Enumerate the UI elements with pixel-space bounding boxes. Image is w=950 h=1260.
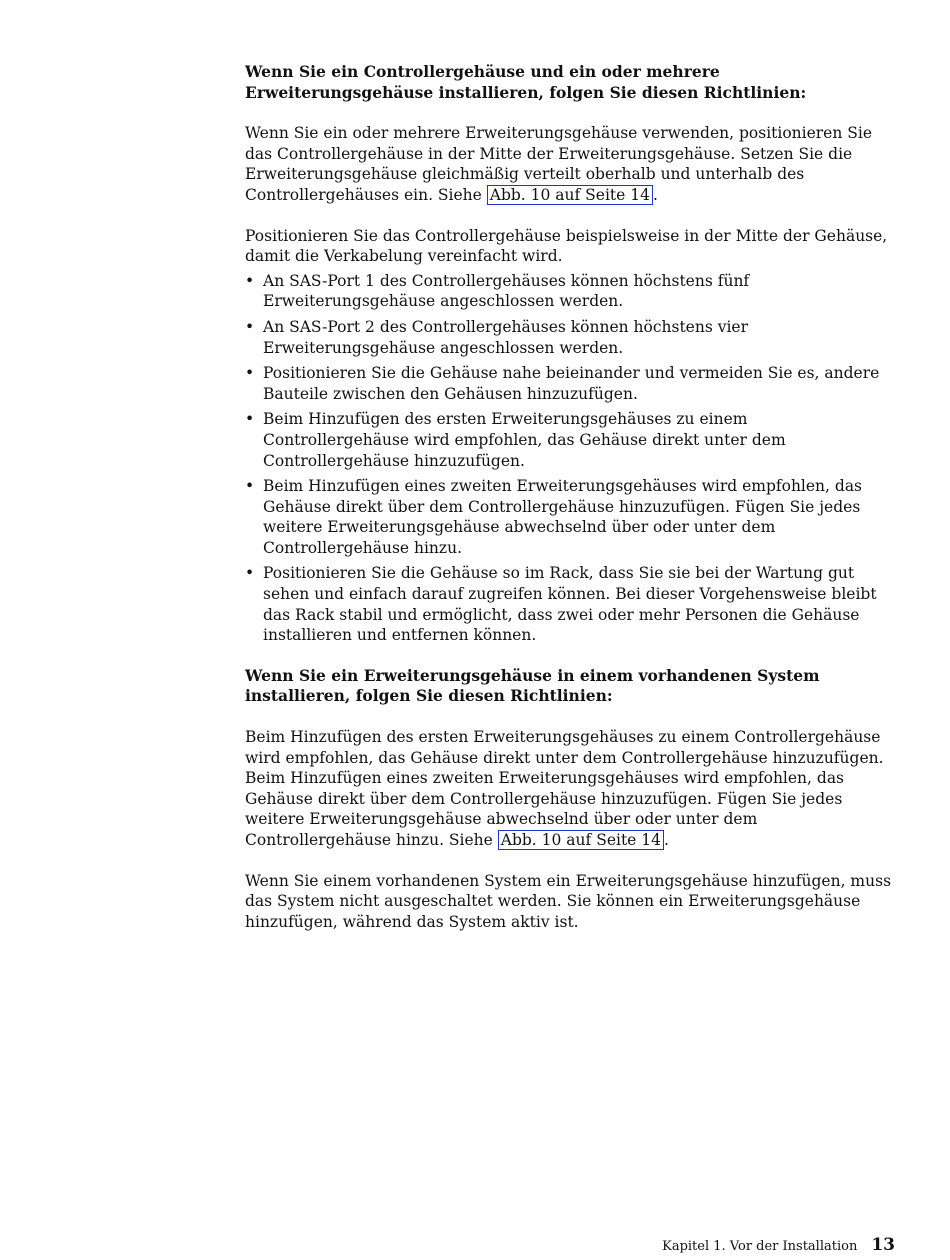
bullet-icon: • [245,477,255,496]
paragraph-end: . [664,831,669,849]
list-item-text: An SAS-Port 1 des Controllergehäuses können höchstens fünf Erweiterungsgehäuse angeschlossen werden. [263,271,750,311]
page-footer [662,1236,895,1256]
bullet-list [245,271,897,646]
chapter-title: Kapitel 1. Vor der Installation [662,1239,858,1254]
list-item-text: An SAS-Port 2 des Controllergehäuses können höchstens vier Erweiterungsgehäuse angeschlossen werden. [263,317,749,357]
page-number: 13 [871,1235,895,1255]
bullet-icon: • [245,271,255,290]
paragraph [245,123,897,205]
bullet-icon: • [245,410,255,429]
paragraph-text: Wenn Sie ein oder mehrere Erweiterungsgehäuse verwenden, positionieren Sie das Controllergehäuse in der Mitte der Erweiterungsgehäuse. Setzen Sie die Erweiterungsgehäuse gleichmäßig verteilt oberhalb und unterhalb des Controllergehäuses ein. Siehe [245,124,873,204]
list-item-text: Positionieren Sie die Gehäuse nahe beieinander und vermeiden Sie es, andere Bauteile zwischen den Gehäusen hinzuzufügen. [263,364,880,403]
figure-link[interactable]: Abb. 10 auf Seite 14 [498,830,664,850]
paragraph: Wenn Sie einem vorhandenen System ein Erweiterungsgehäuse hinzufügen, muss das System nicht ausgeschaltet werden. Sie können ein Erweiterungsgehäuse hinzufügen, während das System aktiv ist. [245,871,892,931]
list-item [245,476,897,558]
bullet-icon: • [245,564,255,583]
section-heading: Wenn Sie ein Erweiterungsgehäuse in einem vorhandenen System installieren, folgen Sie diesen Richtlinien: [245,665,820,706]
page-content [245,62,897,932]
paragraph-end: . [652,185,658,204]
list-item [245,409,897,471]
list-item-text: Positionieren Sie die Gehäuse so im Rack, dass Sie sie bei der Wartung gut sehen und einfach darauf zugreifen können. Bei dieser Vorgehensweise bleibt das Rack stabil und ermöglicht, dass zwei oder mehr Personen die Gehäuse installieren und entfernen können. [263,564,877,645]
section-heading: Wenn Sie ein Controllergehäuse und ein oder mehrere Erweiterungsgehäuse installieren, folgen Sie diesen Richtlinien: [245,62,807,102]
list-item [245,271,897,312]
figure-link[interactable]: Abb. 10 auf Seite 14 [487,185,653,205]
list-item [245,317,897,358]
list-item-text: Beim Hinzufügen eines zweiten Erweiterungsgehäuses wird empfohlen, das Gehäuse direkt über dem Controllergehäuse hinzuzufügen. Fügen Sie jedes weitere Erweiterungsgehäuse abwechselnd über oder unter dem Controllergehäuse hinzu. [263,477,863,557]
paragraph [245,727,897,851]
list-item-text: Beim Hinzufügen des ersten Erweiterungsgehäuses zu einem Controllergehäuse wird empfohlen, das Gehäuse direkt unter dem Controllergehäuse hinzuzufügen. [263,410,786,470]
bullet-icon: • [245,317,255,336]
paragraph-text: Beim Hinzufügen des ersten Erweiterungsgehäuses zu einem Controllergehäuse wird empfohlen, das Gehäuse direkt unter dem Controllergehäuse hinzuzufügen. Beim Hinzufügen eines zweiten Erweiterungsgehäuses wird empfohlen, das Gehäuse direkt über dem Controllergehäuse hinzuzufügen. Fügen Sie jedes weitere Erweiterungsgehäuse abwechselnd über oder unter dem Controllergehäuse hinzu. Siehe [245,728,884,849]
bullet-icon: • [245,364,255,383]
list-item [245,363,897,404]
list-item [245,563,897,645]
paragraph: Positionieren Sie das Controllergehäuse beispielsweise in der Mitte der Gehäuse, damit die Verkabelung vereinfacht wird. [245,226,888,266]
